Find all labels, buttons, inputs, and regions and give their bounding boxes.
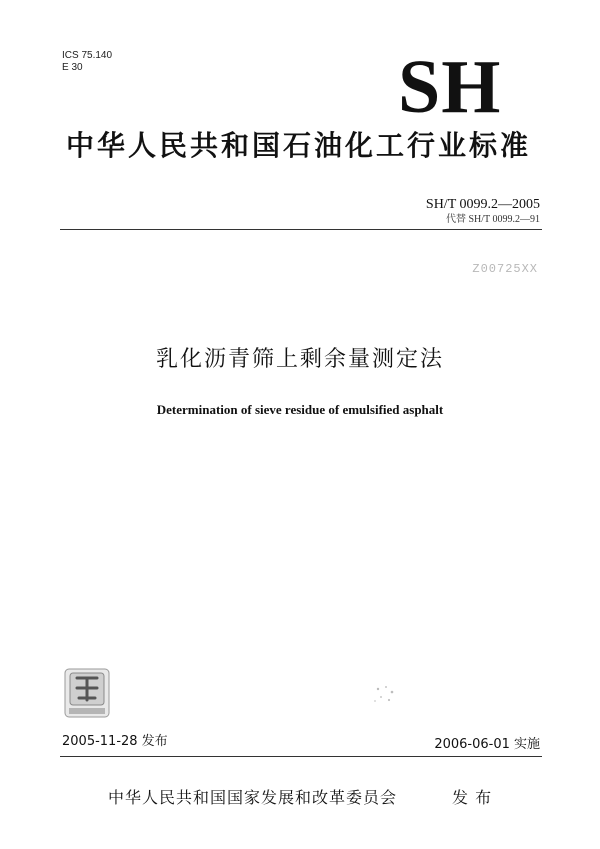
standard-number: SH/T 0099.2—2005 [425,197,540,212]
document-title-english: Determination of sieve residue of emulsified asphalt [156,402,444,417]
scan-speckle-icon [372,683,398,705]
sh-logo: SH [398,45,502,129]
ics-code: ICS 75.140 [62,50,113,61]
implementation-date: 2006-06-01 实施 [434,737,540,752]
publisher-name: 中华人民共和国国家发展和改革委员会 [108,788,398,807]
footer-divider [60,756,542,757]
archive-stamp: Z00725XX [472,262,538,276]
ccs-code: E 30 [62,62,83,73]
publish-label: 发 布 [452,788,493,807]
publisher-seal-icon [64,668,110,718]
replaces-standard: 代替 SH/T 0099.2—91 [446,214,540,225]
organization-title: 中华人民共和国石油化工行业标准 [66,129,532,162]
issue-date: 2005-11-28 发布 [62,734,168,749]
classification-codes [62,50,112,74]
document-title-chinese: 乳化沥青筛上剩余量测定法 [155,347,444,372]
header-divider [60,229,542,230]
